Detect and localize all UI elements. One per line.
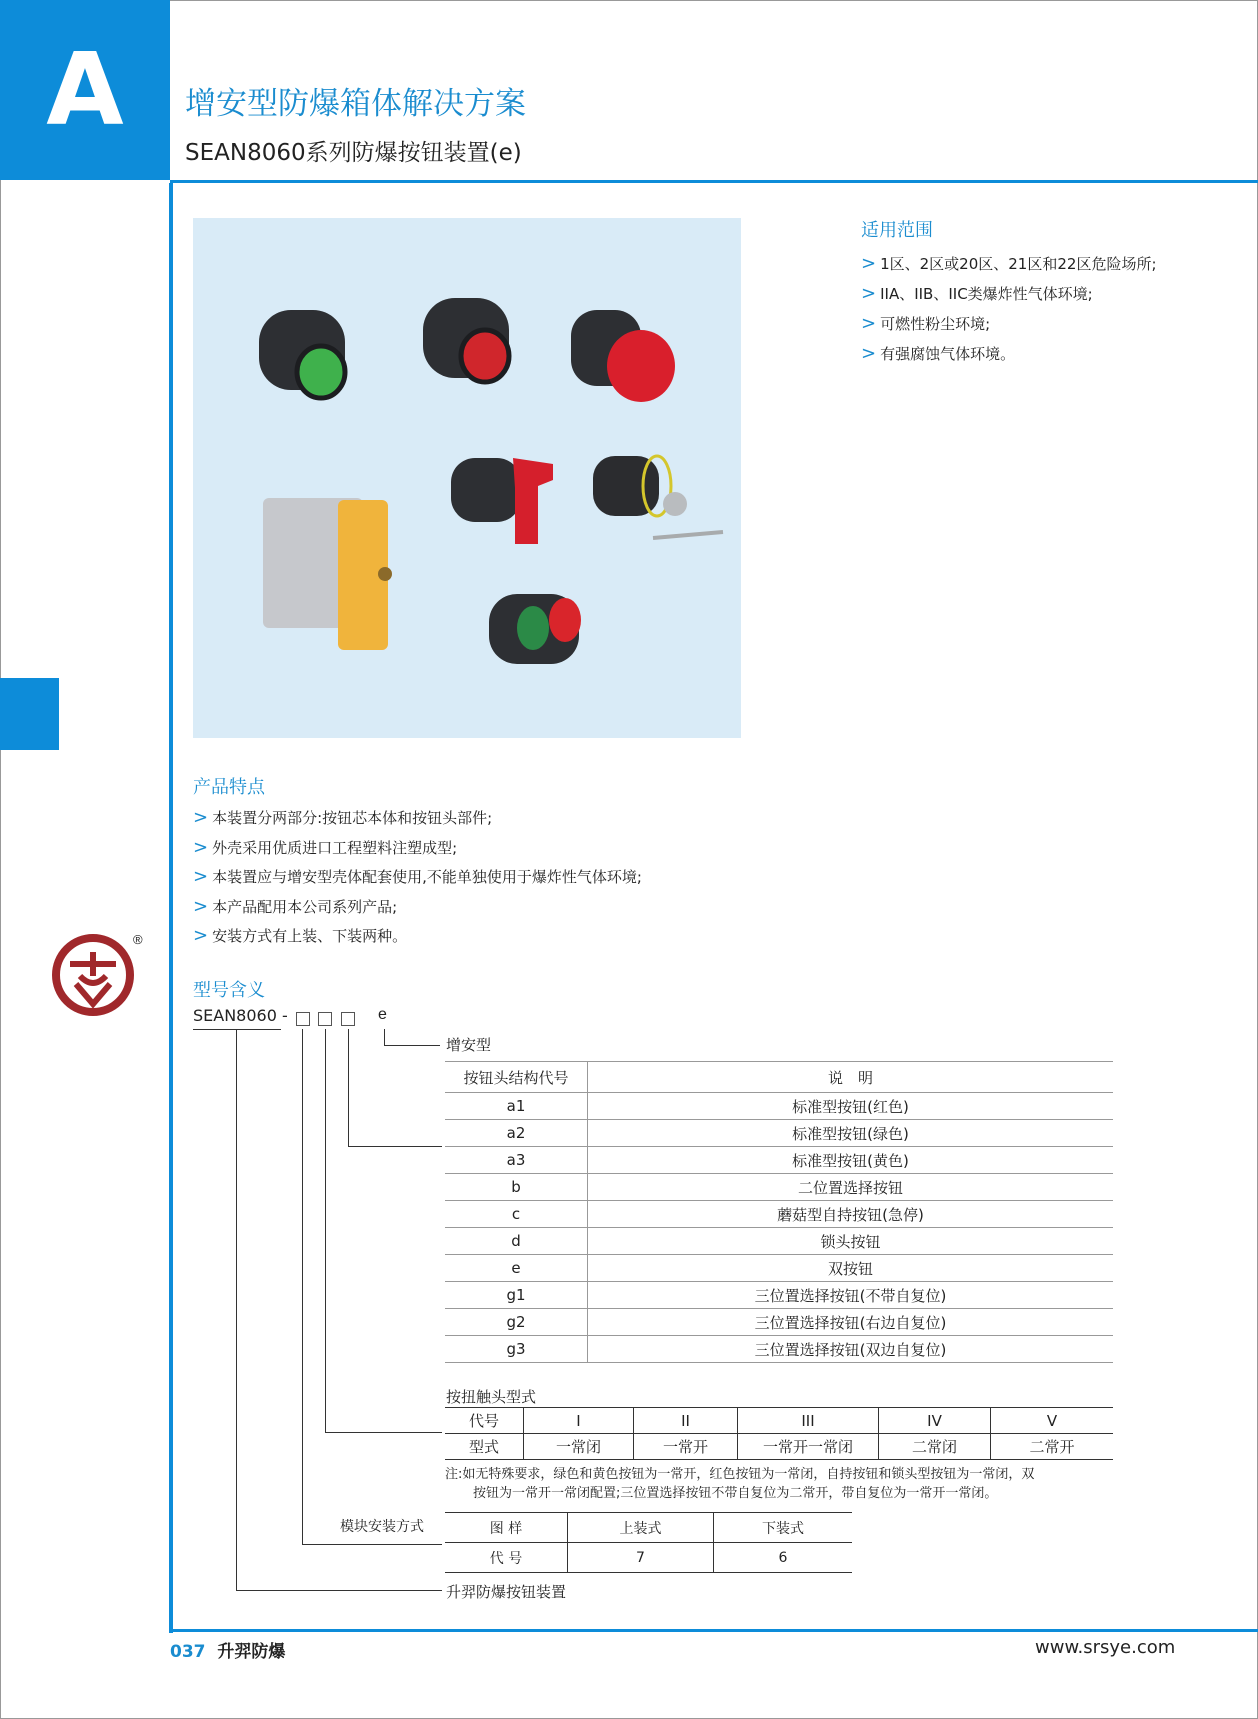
contact-block-image [263,498,392,650]
column-header: 说 明 [588,1062,1114,1093]
chevron-right-icon: > [861,253,877,274]
selector-switch-image [451,458,553,544]
table-row: a1 标准型按钮(红色) [445,1093,1113,1120]
red-button-image [423,298,509,382]
chevron-right-icon: > [861,343,877,364]
list-item: > 1区、2区或20区、21区和22区危险场所; [861,253,1157,274]
contact-type-label: 按扭触头型式 [446,1388,537,1406]
list-item: > 可燃性粉尘环境; [861,313,991,334]
table-row: c 蘑菇型自持按钮(急停) [445,1201,1113,1228]
product-name-label: 升羿防爆按钮装置 [446,1583,567,1601]
chevron-right-icon: > [861,283,877,304]
table-row: a3 标准型按钮(黄色) [445,1147,1113,1174]
scope-title: 适用范围 [861,220,933,241]
head-code-table [445,1061,1113,1363]
list-item: > 本装置应与增安型壳体配套使用,不能单独使用于爆炸性气体环境; [193,866,642,887]
mount-type-label: 模块安装方式 [340,1518,424,1534]
table-row: a2 标准型按钮(绿色) [445,1120,1113,1147]
footer-page [170,1637,285,1662]
table-row: g3 三位置选择按钮(双边自复位) [445,1336,1113,1363]
footer-url: www.srsye.com [1035,1637,1176,1658]
table-row: 代号 I II III IV V [445,1408,1113,1434]
table-row: 型式 一常闭 一常开 一常开一常闭 二常闭 二常开 [445,1434,1113,1460]
chevron-right-icon: > [193,895,209,917]
list-item: > 本产品配用本公司系列产品; [193,895,398,917]
model-code: SEAN8060 - [193,1006,288,1025]
registered-mark: ® [133,932,143,947]
table-row: d 锁头按钮 [445,1228,1113,1255]
table-row: b 二位置选择按钮 [445,1174,1113,1201]
connector-line [325,1432,442,1433]
side-tab [0,678,59,750]
list-item: > 安装方式有上装、下装两种。 [193,925,408,946]
chevron-right-icon: > [193,866,209,887]
table-row: 图 样 上装式 下装式 [445,1513,852,1543]
code-suffix: e [378,1006,387,1023]
left-rule [169,183,173,1633]
features-title: 产品特点 [193,777,265,798]
connector-line [302,1029,303,1544]
company-logo [50,932,140,1018]
scope-list [861,249,1157,369]
code-box-3 [341,1012,355,1026]
label-increased-safety: 增安型 [446,1036,492,1054]
table-row: g2 三位置选择按钮(右边自复位) [445,1309,1113,1336]
header-rule [170,180,1258,183]
code-box-1 [296,1012,310,1026]
model-code-underline [193,1029,281,1030]
green-button-image [259,310,345,398]
connector-line [236,1590,442,1591]
note-text: 注:如无特殊要求，绿色和黄色按钮为一常开，红色按钮为一常闭，自持按钮和锁头型按钮为一常闭，双 按钮为一常开一常闭配置;三位置选择按钮不带自复位为二常开，带自复位为一常开一常闭。 [445,1467,1035,1501]
key-switch-image [593,456,723,538]
connector-line [236,1029,237,1590]
features-list [193,803,642,951]
chevron-right-icon: > [861,313,877,334]
table-row: 代 号 7 6 [445,1543,852,1573]
connector-line [384,1045,440,1046]
page-subtitle: SEAN8060系列防爆按钮装置(e) [185,140,522,166]
contact-type-table [445,1407,1113,1460]
list-item: > 本装置分两部分:按钮芯本体和按钮头部件; [193,807,493,828]
connector-line [384,1029,385,1045]
connector-line [302,1544,442,1545]
chevron-right-icon: > [193,807,209,828]
model-title: 型号含义 [193,980,265,1001]
product-photo [193,218,741,738]
section-letter: A [46,31,124,148]
bottom-rule [169,1629,1258,1632]
table-row: e 双按钮 [445,1255,1113,1282]
connector-line [325,1029,326,1432]
list-item: > 有强腐蚀气体环境。 [861,343,1016,364]
mount-type-table [445,1512,852,1573]
footer-brand: 升羿防爆 [217,1642,286,1662]
table-header-row [445,1062,1113,1093]
connector-line [348,1029,349,1146]
page-number: 037 [170,1642,206,1662]
chevron-right-icon: > [193,925,209,946]
list-item: > 外壳采用优质进口工程塑料注塑成型; [193,836,458,858]
column-header: 按钮头结构代号 [445,1062,588,1093]
chevron-right-icon: > [193,836,209,858]
list-item: > IIA、IIB、IIC类爆炸性气体环境; [861,283,1093,304]
page-title: 增安型防爆箱体解决方案 [185,86,526,122]
mushroom-button-image [571,310,675,402]
table-row: g1 三位置选择按钮(不带自复位) [445,1282,1113,1309]
code-box-2 [318,1012,332,1026]
double-button-image [489,594,581,664]
connector-line [348,1146,442,1147]
